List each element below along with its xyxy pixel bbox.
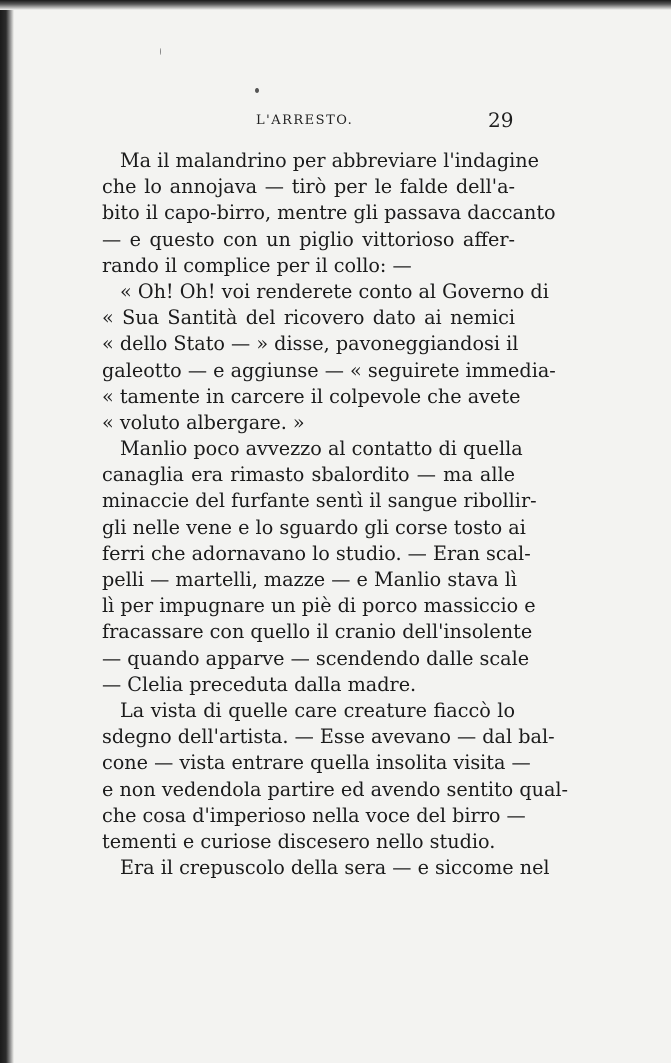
text-line: gli nelle vene e lo sguardo gli corse tosto ai	[102, 515, 526, 539]
text-line: ferri che adornavano lo studio. — Eran scal-	[102, 541, 531, 565]
text-line: fracassare con quello il cranio dell'insolente	[102, 620, 533, 644]
text-line: — quando apparve — scendendo dalle scale	[102, 646, 530, 670]
text-line: La vista di quelle care creature fiaccò lo	[120, 698, 515, 722]
text-line: che lo annojava — tirò per le falde dell'a-	[102, 175, 515, 199]
text-line: minaccie del furfante sentì il sangue ribollir-	[102, 489, 537, 513]
text-line: pelli — martelli, mazze — e Manlio stava lì	[102, 568, 517, 591]
page-left-edge-shadow	[0, 0, 14, 1063]
page-top-edge-shadow	[0, 0, 671, 10]
text-line: — Clelia preceduta dalla madre.	[102, 672, 417, 696]
text-line: « voluto albergare. »	[102, 410, 305, 434]
text-line: Era il crepuscolo della sera — e siccome nel	[120, 856, 550, 880]
text-line: « Sua Santità del ricovero dato ai nemici	[102, 306, 515, 330]
text-line: e non vedendola partire ed avendo sentito qual-	[102, 777, 569, 801]
text-line: — e questo con un piglio vittorioso affer-	[102, 227, 515, 251]
body-text	[102, 148, 569, 881]
text-line: tementi e curiose discesero nello studio.	[102, 829, 496, 853]
text-line: bito il capo-birro, mentre gli passava daccanto	[102, 201, 556, 225]
text-line: canaglia era rimasto sbalordito — ma alle	[102, 463, 515, 487]
text-line: lì per impugnare un piè di porco massiccio e	[102, 594, 536, 618]
text-line: « dello Stato — » disse, pavoneggiandosi il	[102, 332, 519, 356]
text-line: sdegno dell'artista. — Esse avevano — dal bal-	[102, 725, 555, 749]
page-number: 29	[488, 108, 514, 132]
text-line: Ma il malandrino per abbreviare l'indagine	[120, 149, 539, 172]
text-line: rando il complice per il collo: —	[102, 253, 412, 277]
text-line: « Oh! Oh! voi renderete conto al Governo di	[120, 279, 549, 303]
text-line: galeotto — e aggiunse — « seguirete immedia-	[102, 358, 556, 382]
text-line: Manlio poco avvezzo al contatto di quella	[120, 437, 523, 461]
text-line: che cosa d'imperioso nella voce del birro —	[102, 803, 526, 827]
text-line: cone — vista entrare quella insolita visita —	[102, 751, 531, 775]
ink-speck	[255, 88, 259, 93]
text-line: « tamente in carcere il colpevole che avete	[102, 384, 521, 408]
running-head: L'ARRESTO.	[256, 113, 354, 128]
ink-speck	[160, 48, 161, 55]
